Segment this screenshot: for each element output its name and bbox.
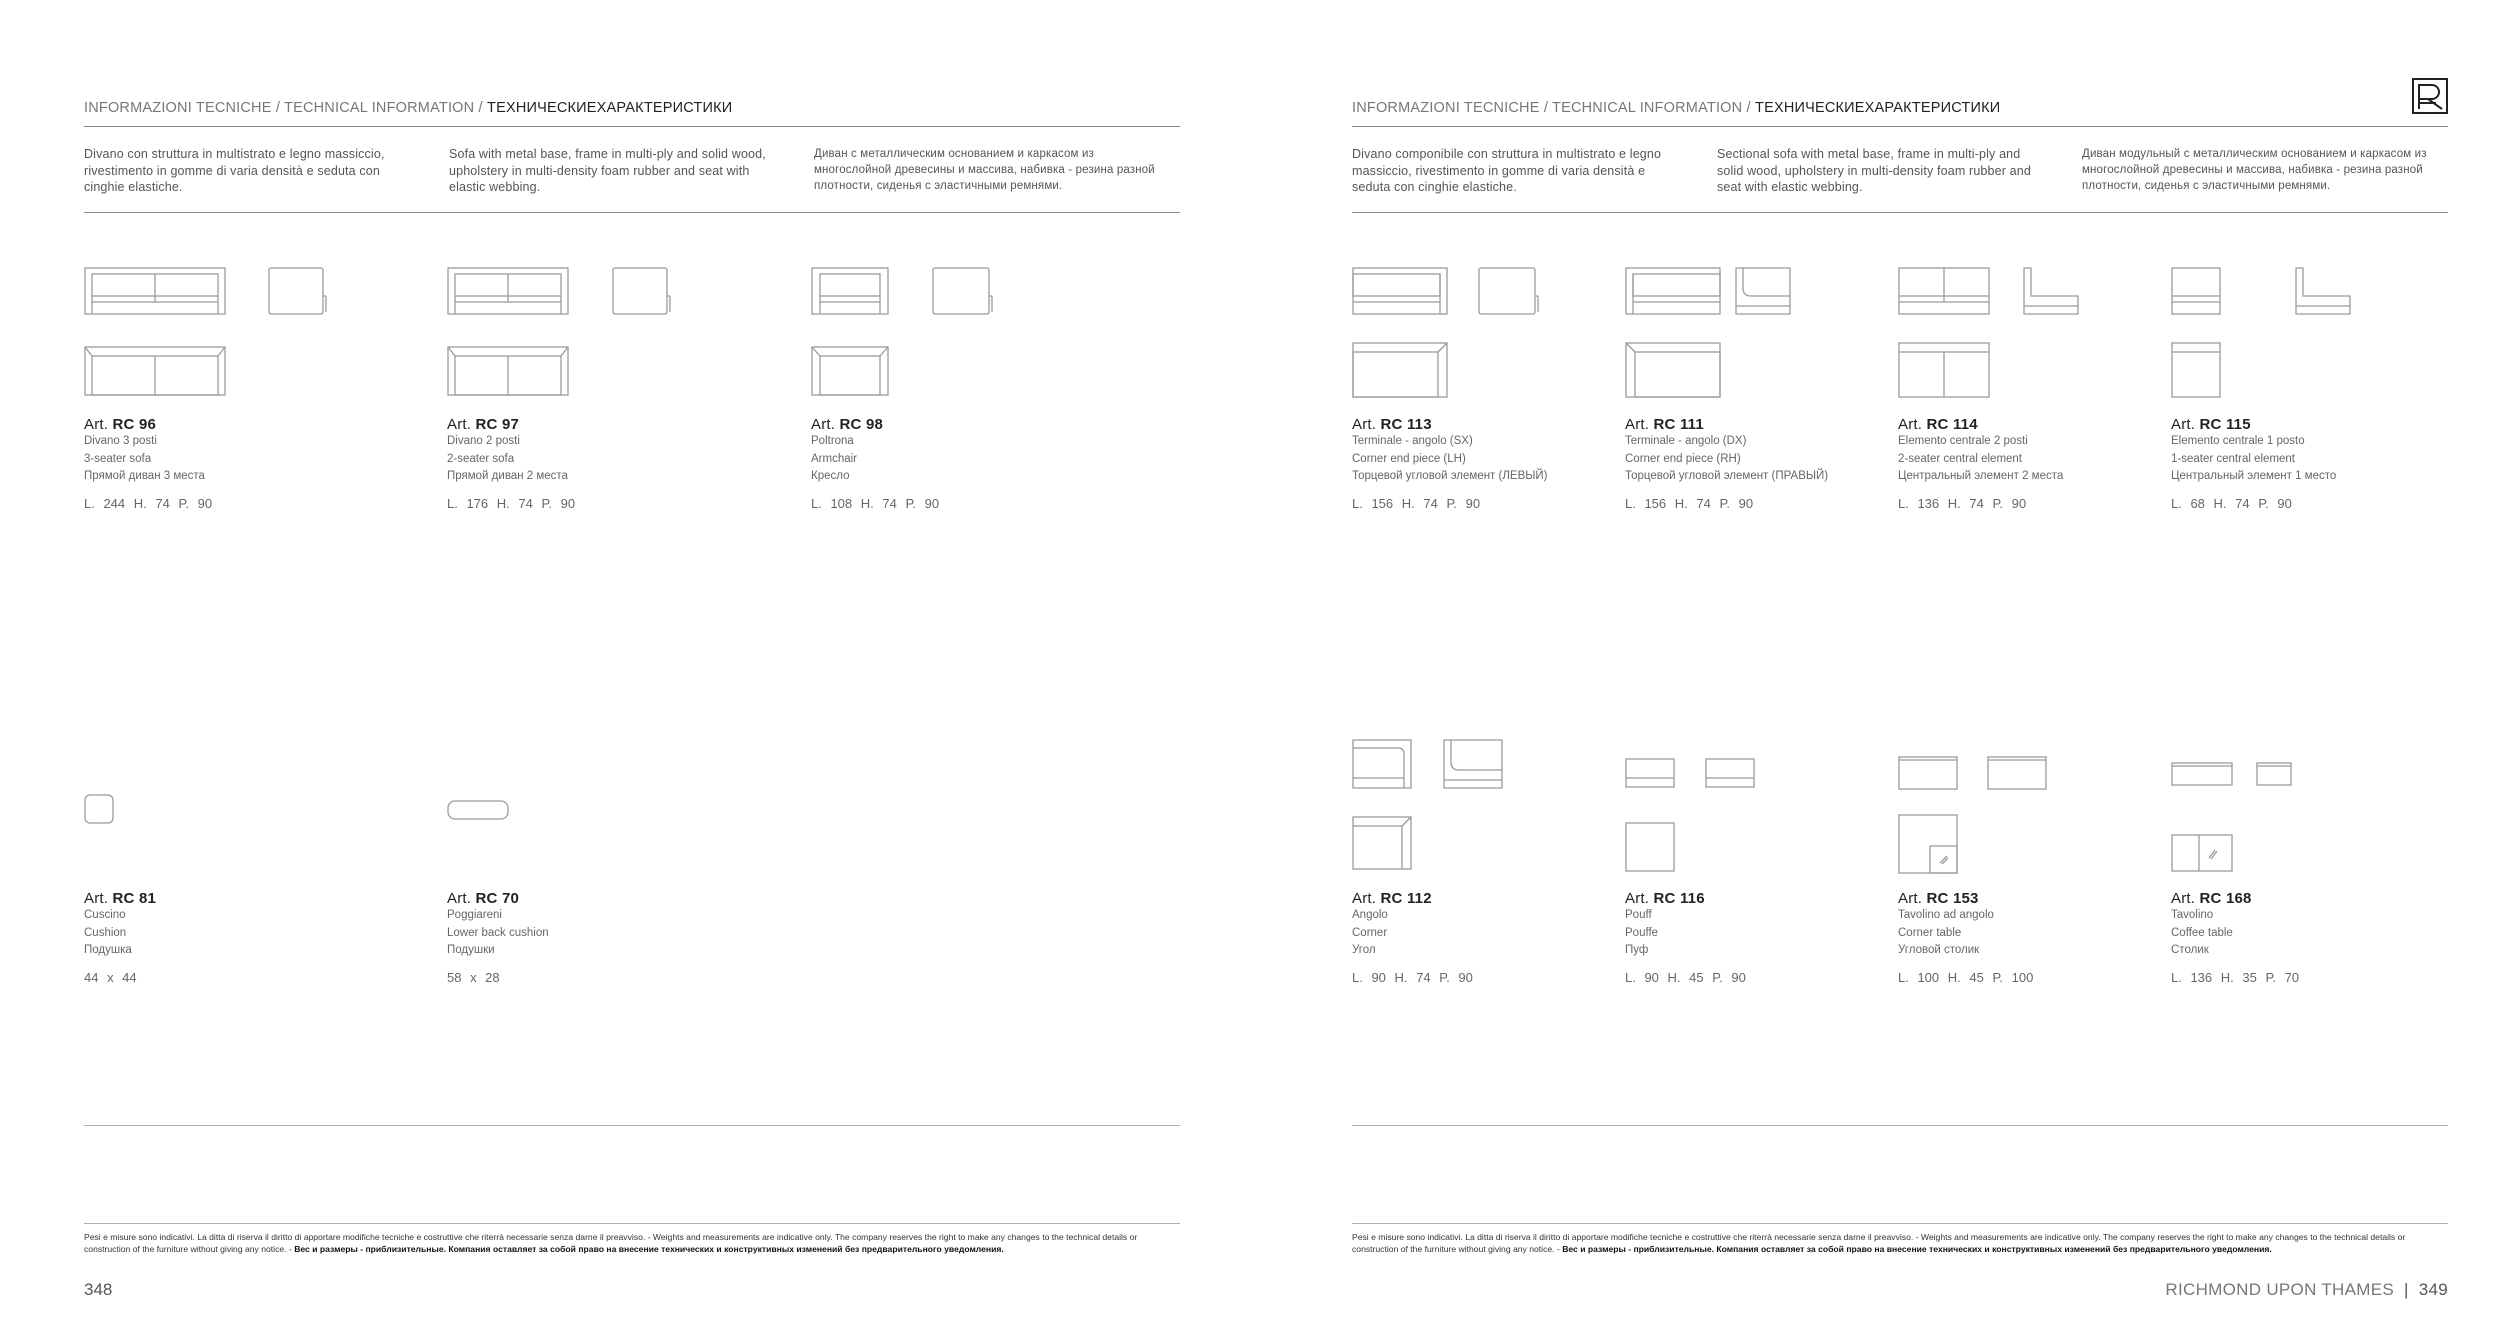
art-code: RC 113 [1380,416,1432,433]
rc112-top-drawing [1352,816,1414,872]
art-label: Art. [1352,890,1377,907]
rc97-side-drawing [612,266,672,316]
collection-name: RICHMOND UPON THAMES [2165,1280,2395,1299]
name-it: Terminale - angolo (DX) [1625,435,1747,447]
dimensions: 44 x 44 [84,969,137,985]
footer-disclaimer [1352,1232,2452,1255]
art-label: Art. [447,416,472,433]
art-label: Art. [811,416,836,433]
disclaimer-it: Pesi e misure sono indicativi. La ditta di riserva il diritto di apportare modifiche tecniche e costruttive che riterrà necessarie senza darne il preavviso. - [1352,1232,1921,1242]
name-ru: Центральный элемент 2 места [1898,470,2064,482]
art-label: Art. [447,890,472,907]
description-row [1352,146,2448,213]
article-title [1625,416,1828,433]
art-code: RC 168 [2199,890,2252,907]
name-en: Coffee table [2171,926,2233,939]
bottom-divider [84,1125,1180,1126]
name-en: 2-seater central element [1898,452,2023,465]
description-ru: Диван модульный с металлическим основанием и каркасом из многослойной древесины и массива, набивка - резина разной плотности, сиденья с эластичными ремнями. [2082,148,2427,192]
name-it: Poggiareni [447,909,502,921]
name-ru: Подушки [447,944,495,956]
dimensions: L. 90 H. 74 P. 90 [1352,969,1473,985]
rc98-front-drawing [811,266,891,316]
name-it: Pouff [1625,909,1652,921]
name-en: 3-seater sofa [84,452,152,465]
product-rc98 [811,416,939,511]
header-en: TECHNICAL INFORMATION / [284,100,488,116]
rc168-front-drawing [2171,762,2235,790]
rc97-front-drawing [447,266,571,316]
name-en: 2-seater sofa [447,452,515,465]
name-en: Corner end piece (LH) [1352,452,1466,465]
article-title [447,416,575,433]
article-title [84,416,212,433]
rc115-side-drawing [2293,266,2355,316]
page-number: 348 [84,1280,113,1299]
name-ru: Прямой диван 2 места [447,470,568,482]
rc168-side-drawing [2256,762,2294,790]
right-page [1250,0,2500,1334]
description-en: Sectional sofa with metal base, frame in multi-ply and solid wood, upholstery in multi-density foam rubber and seat with elastic webbing. [1717,147,2031,194]
name-ru: Торцевой угловой элемент (ПРАВЫЙ) [1625,470,1829,482]
article-title [1625,890,1746,907]
name-it: Divano 3 posti [84,435,157,447]
rc113-side-drawing [1478,266,1540,316]
rc98-side-drawing [932,266,994,316]
dimensions: L. 90 H. 45 P. 90 [1625,969,1746,985]
art-code: RC 114 [1926,416,1978,433]
article-title [84,890,156,907]
product-rc116 [1625,890,1746,985]
product-rc112 [1352,890,1473,985]
header-it: INFORMAZIONI TECNICHE / [84,100,285,116]
rc115-top-drawing [2171,342,2223,400]
product-rc168 [2171,890,2299,985]
rc116-front-drawing [1625,758,1677,790]
rc113-front-drawing [1352,266,1450,316]
rc112-side-drawing [1443,738,1505,790]
name-ru: Столик [2171,944,2209,956]
product-rc70 [447,890,549,985]
name-ru: Угловой столик [1898,944,1980,956]
rc111-top-drawing [1625,342,1723,400]
art-code: RC 70 [475,890,520,907]
page-number: 349 [2418,1280,2448,1299]
rc153-side-drawing [1987,756,2049,792]
product-rc115 [2171,416,2336,511]
bottom-divider [1352,1125,2448,1126]
description-row [84,146,1180,213]
name-ru: Торцевой угловой элемент (ЛЕВЫЙ) [1352,470,1548,482]
footer-separator: | [2404,1280,2409,1299]
art-label: Art. [1898,416,1923,433]
section-header [84,100,1180,127]
name-it: Tavolino ad angolo [1898,909,1994,921]
rc97-top-drawing [447,346,571,398]
rc98-top-drawing [811,346,891,398]
page-footer [2165,1280,2448,1300]
name-it: Elemento centrale 2 posti [1898,435,2028,447]
name-en: Pouffe [1625,926,1659,939]
art-code: RC 115 [2199,416,2251,433]
name-it: Angolo [1352,909,1388,921]
art-label: Art. [1625,890,1650,907]
name-ru: Прямой диван 3 места [84,470,205,482]
rc114-front-drawing [1898,266,1992,316]
name-it: Cuscino [84,909,126,921]
name-it: Tavolino [2171,909,2214,921]
rc112-front-drawing [1352,738,1414,790]
dimensions: L. 108 H. 74 P. 90 [811,495,940,511]
product-rc113 [1352,416,1548,511]
rc114-top-drawing [1898,342,1992,400]
dimensions: L. 156 H. 74 P. 90 [1625,495,1754,511]
rc113-top-drawing [1352,342,1450,400]
footer-divider [84,1223,1180,1224]
name-ru: Центральный элемент 1 место [2171,470,2337,482]
rc153-front-drawing [1898,756,1960,792]
article-title [2171,890,2299,907]
art-code: RC 153 [1926,890,1979,907]
art-code: RC 98 [839,416,884,433]
disclaimer-en: Weights and measurements are indicative only. The company reserves the right to make any changes to the technical details or construction of the furniture without giving any notice. - [1352,1232,2406,1254]
description-it: Divano con struttura in multistrato e legno massiccio, rivestimento in gomme di varia densità e seduta con cinghie elastiche. [84,147,385,194]
section-header [1352,100,2448,127]
art-code: RC 116 [1653,890,1705,907]
article-title [1898,890,2033,907]
product-rc114 [1898,416,2063,511]
dimensions: L. 176 H. 74 P. 90 [447,495,576,511]
rc115-front-drawing [2171,266,2223,316]
disclaimer-it: Pesi e misure sono indicativi. La ditta di riserva il diritto di apportare modifiche tecniche e costruttive che riterrà necessarie senza darne il preavviso. - [84,1232,653,1242]
disclaimer-ru: Вес и размеры - приблизительные. Компания оставляет за собой право на внесение технических и конструктивных изменений без предварительного уведомления. [294,1243,1004,1254]
product-rc96 [84,416,212,511]
article-title [2171,416,2336,433]
name-en: Corner table [1898,926,1962,939]
name-ru: Кресло [811,470,850,482]
name-en: Cushion [84,926,127,939]
art-label: Art. [2171,416,2196,433]
art-code: RC 97 [475,416,520,433]
rc114-side-drawing [2021,266,2083,316]
rc96-front-drawing [84,266,226,316]
dimensions: L. 244 H. 74 P. 90 [84,495,213,511]
description-en: Sofa with metal base, frame in multi-ply and solid wood, upholstery in multi-density foam rubber and seat with elastic webbing. [449,147,766,194]
art-label: Art. [84,890,109,907]
product-rc81 [84,890,156,985]
footer-disclaimer [84,1232,1184,1255]
disclaimer-en: Weights and measurements are indicative only. The company reserves the right to make any changes to the technical details or construction of the furniture without giving any notice. - [84,1232,1138,1254]
art-code: RC 96 [112,416,157,433]
rc116-top-drawing [1625,822,1677,874]
rc111-front-drawing [1625,266,1723,316]
name-it: Terminale - angolo (SX) [1352,435,1473,447]
name-ru: Угол [1352,944,1376,956]
article-title [1898,416,2063,433]
description-ru: Диван с металлическим основанием и каркасом из многослойной древесины и массива, набивка - резина разной плотности, сиденья с эластичными ремнями. [814,148,1155,192]
article-title [811,416,939,433]
rc81-cushion-drawing [84,794,116,826]
description-it: Divano componibile con struttura in multistrato e legno massiccio, rivestimento in gomme di varia densità e seduta con cinghie elastiche. [1352,147,1662,194]
dimensions: L. 136 H. 35 P. 70 [2171,969,2300,985]
header-ru: ТЕХНИЧЕСКИЕХАРАКТЕРИСТИКИ [487,100,733,116]
name-it: Poltrona [811,435,854,447]
name-en: Lower back cushion [447,926,549,939]
art-label: Art. [2171,890,2196,907]
name-ru: Пуф [1625,944,1649,956]
rc96-top-drawing [84,346,226,398]
rc153-top-drawing [1898,814,1960,876]
product-rc111 [1625,416,1828,511]
rc96-side-drawing [268,266,328,316]
art-code: RC 112 [1380,890,1432,907]
art-label: Art. [1625,416,1650,433]
article-title [1352,890,1473,907]
art-code: RC 81 [112,890,157,907]
article-title [447,890,549,907]
header-en: TECHNICAL INFORMATION / [1552,100,1756,116]
header-ru: ТЕХНИЧЕСКИЕХАРАКТЕРИСТИКИ [1755,100,2001,116]
dimensions: L. 68 H. 74 P. 90 [2171,495,2292,511]
art-label: Art. [84,416,109,433]
name-it: Divano 2 posti [447,435,520,447]
name-en: 1-seater central element [2171,452,2296,465]
name-en: Corner end piece (RH) [1625,452,1741,465]
name-en: Corner [1352,926,1388,939]
rc116-side-drawing [1705,758,1757,790]
product-rc97 [447,416,575,511]
name-it: Elemento centrale 1 posto [2171,435,2305,447]
name-ru: Подушка [84,944,132,956]
footer-divider [1352,1223,2448,1224]
header-it: INFORMAZIONI TECNICHE / [1352,100,1553,116]
dimensions: 58 x 28 [447,969,500,985]
art-label: Art. [1898,890,1923,907]
name-en: Armchair [811,452,858,465]
rc111-side-drawing [1733,266,1795,316]
rc70-cushion-drawing [447,800,511,822]
dimensions: L. 136 H. 74 P. 90 [1898,495,2027,511]
product-rc153 [1898,890,2033,985]
rc168-top-drawing [2171,834,2235,874]
article-title [1352,416,1548,433]
dimensions: L. 100 H. 45 P. 100 [1898,969,2034,985]
dimensions: L. 156 H. 74 P. 90 [1352,495,1481,511]
disclaimer-ru: Вес и размеры - приблизительные. Компания оставляет за собой право на внесение технических и конструктивных изменений без предварительного уведомления. [1562,1243,2272,1254]
art-code: RC 111 [1653,416,1704,433]
art-label: Art. [1352,416,1377,433]
